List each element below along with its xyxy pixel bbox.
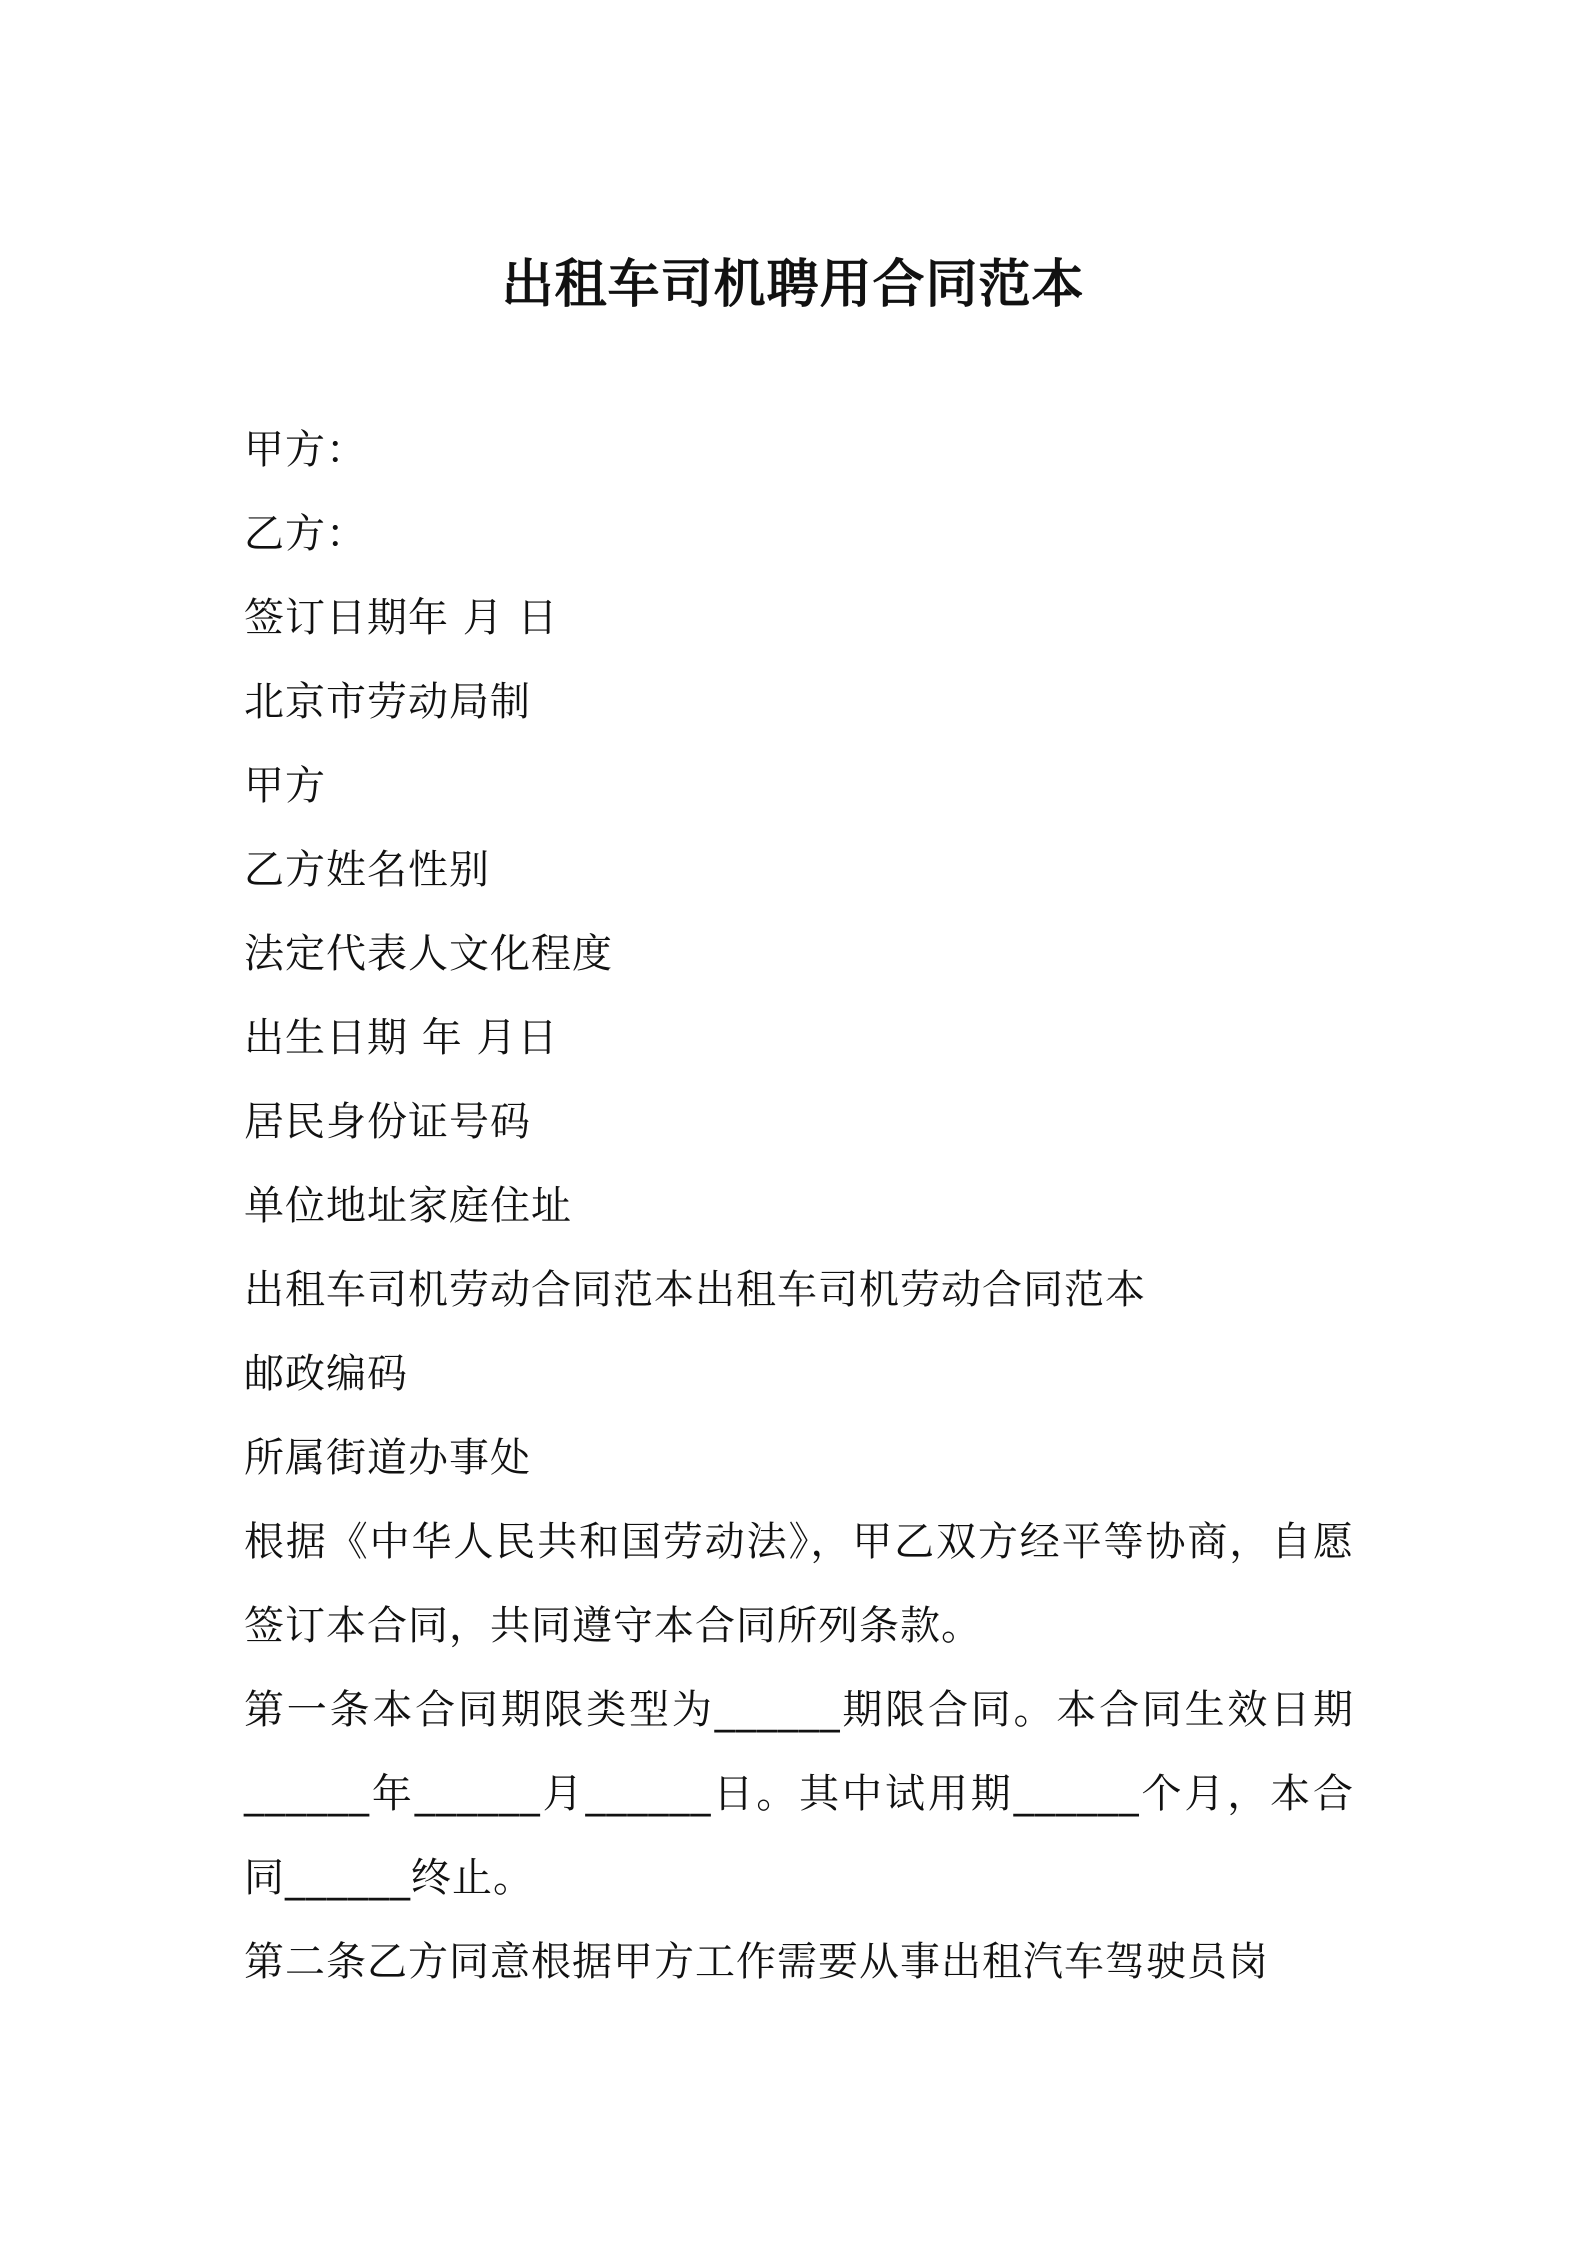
id-number-line: 居民身份证号码	[244, 1099, 531, 1145]
issuer-line: 北京市劳动局制	[244, 679, 531, 725]
party-a-line: 甲方：	[244, 427, 367, 473]
article-one-paragraph: 第一条本合同期限类型为______期限合同。本合同生效日期______年______月______日。其中试用期______个月，本合同______终止。	[244, 1687, 1354, 1901]
address-line: 单位地址家庭住址	[244, 1183, 572, 1229]
street-office-line: 所属街道办事处	[244, 1435, 531, 1481]
party-a-heading: 甲方	[244, 763, 326, 809]
article-two-paragraph: 第二条乙方同意根据甲方工作需要从事出租汽车驾驶员岗	[244, 1939, 1269, 1985]
document-title: 出租车司机聘用合同范本	[501, 255, 1085, 315]
signing-date-line: 签订日期年 月 日	[244, 595, 559, 641]
party-b-name-gender-line: 乙方姓名性别	[244, 847, 490, 893]
birth-date-line: 出生日期 年 月日	[244, 1015, 559, 1061]
postal-code-line: 邮政编码	[244, 1351, 408, 1397]
repeated-title-line: 出租车司机劳动合同范本出租车司机劳动合同范本	[244, 1267, 1146, 1313]
document-body	[244, 408, 1354, 2004]
legal-rep-education-line: 法定代表人文化程度	[244, 931, 613, 977]
preamble-paragraph: 根据《中华人民共和国劳动法》，甲乙双方经平等协商，自愿签订本合同，共同遵守本合同所列条款。	[244, 1519, 1354, 1649]
party-b-line: 乙方：	[244, 511, 367, 557]
